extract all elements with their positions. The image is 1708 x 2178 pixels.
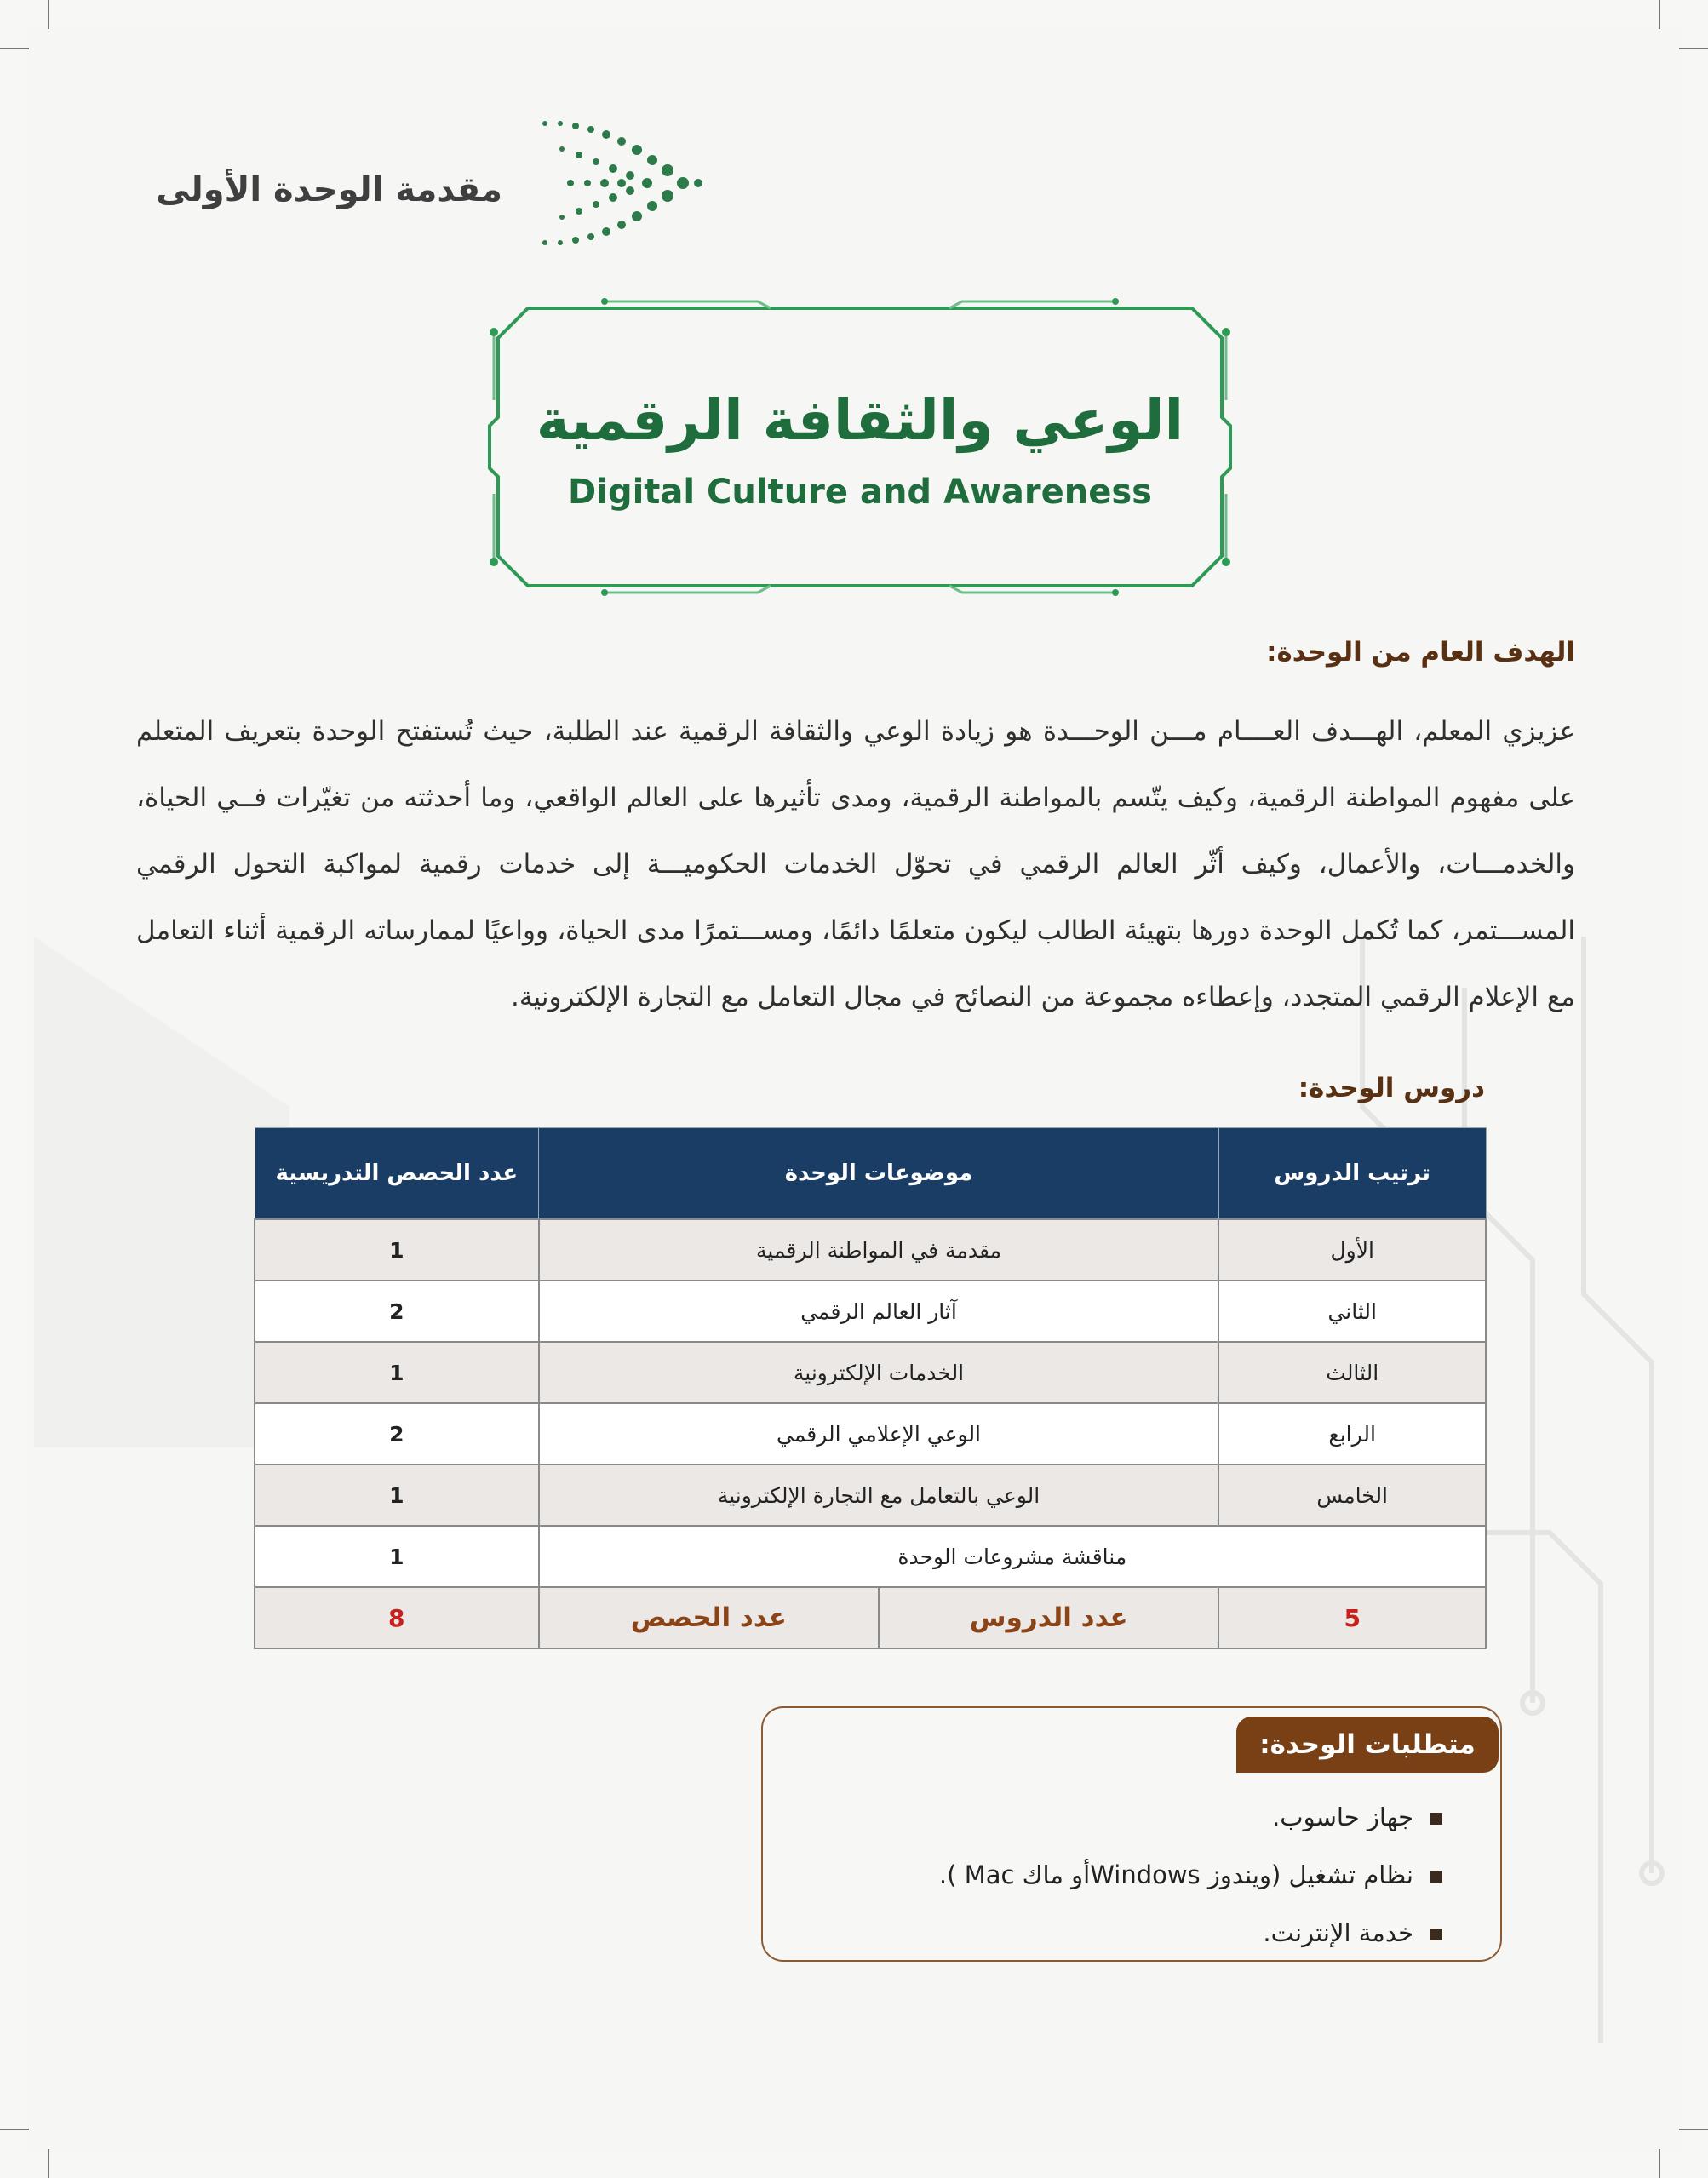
square-bullet-icon (1430, 1929, 1442, 1940)
lesson-topic: الوعي الإعلامي الرقمي (539, 1403, 1219, 1464)
crop-mark (1679, 2129, 1708, 2130)
lesson-order: الثالث (1218, 1342, 1486, 1403)
table-row (255, 1342, 1486, 1403)
lesson-sessions: 1 (255, 1219, 539, 1281)
requirement-text: خدمة الإنترنت. (1263, 1918, 1413, 1947)
lesson-order: الأول (1218, 1219, 1486, 1281)
lesson-topic: الخدمات الإلكترونية (539, 1342, 1219, 1403)
crop-mark (0, 48, 29, 49)
header-order: ترتيب الدروس (1218, 1128, 1486, 1220)
lesson-topic: آثار العالم الرقمي (539, 1281, 1219, 1342)
unit-intro-header: مقدمة الوحدة الأولى (156, 170, 502, 209)
lessons-table (254, 1127, 1487, 1649)
requirements-heading: متطلبات الوحدة: (1236, 1717, 1499, 1773)
list-item (939, 1904, 1442, 1962)
table-row (255, 1219, 1486, 1281)
header-sessions: عدد الحصص التدريسية (255, 1128, 539, 1220)
list-item (939, 1846, 1442, 1904)
lesson-topic: مقدمة في المواطنة الرقمية (539, 1219, 1219, 1281)
goal-paragraph: عزيزي المعلم، الهـــدف العــــام مـــن الوحـــدة هو زيادة الوعي والثقافة الرقمية عند الطلبة، حيث تُستفتح الوحدة بتعريف المتعلم على مفهوم المواطنة الرقمية، وكيف يتّسم بالمواطنة الرقمية، ومدى تأثيرها على العالم الواقعي، وما أحدثته من تغيّرات فــي الحياة، والخدمـــات، والأعمال، وكيف أثّر العالم الرقمي في تحوّل الخدمات الحكوميـــة إلى خدمات رقمية لمواكبة التحول الرقمي المســـتمر، كما تُكمل الوحدة دورها بتهيئة الطالب ليكون متعلمًا دائمًا، ومســـتمرًا مدى الحياة، وواعيًا لممارساته الرقمية أثناء التعامل مع الإعلام الرقمي المتجدد، وإعطاءه مجموعة من النصائح في مجال التعامل مع التجارة الإلكترونية. (136, 716, 1575, 1012)
total-sessions-label: عدد الحصص (539, 1587, 879, 1648)
square-bullet-icon (1430, 1871, 1442, 1883)
requirements-list (939, 1788, 1442, 1962)
lesson-topic: الوعي بالتعامل مع التجارة الإلكترونية (539, 1464, 1219, 1526)
requirement-text: جهاز حاسوب. (1272, 1803, 1413, 1831)
lesson-sessions: 2 (255, 1403, 539, 1464)
lesson-order: الخامس (1218, 1464, 1486, 1526)
table-row (255, 1403, 1486, 1464)
header-topics: موضوعات الوحدة (539, 1128, 1219, 1220)
projects-sessions: 1 (255, 1526, 539, 1587)
projects-topic: مناقشة مشروعات الوحدة (539, 1526, 1486, 1587)
list-item (939, 1788, 1442, 1846)
lesson-sessions: 1 (255, 1342, 539, 1403)
requirement-text: نظام تشغيل (ويندوز Windowsأو ماك Mac ). (938, 1860, 1413, 1889)
lesson-sessions: 2 (255, 1281, 539, 1342)
lesson-order: الثاني (1218, 1281, 1486, 1342)
crop-mark (1659, 0, 1660, 29)
crop-mark (0, 2129, 29, 2130)
page-subtitle: Digital Culture and Awareness (568, 473, 1152, 512)
crop-mark (1679, 48, 1708, 49)
table-row-totals (255, 1587, 1486, 1648)
page-title: الوعي والثقافة الرقمية (536, 387, 1184, 453)
lessons-heading: دروس الوحدة: (1298, 1073, 1485, 1103)
total-sessions-count: 8 (255, 1587, 539, 1648)
total-lessons-count: 5 (1218, 1587, 1486, 1648)
table-row (255, 1281, 1486, 1342)
crop-mark (1659, 2149, 1660, 2178)
crop-mark (48, 0, 49, 29)
goal-heading: الهدف العام من الوحدة: (1266, 637, 1575, 668)
arrow-dots-logo-icon (536, 111, 707, 255)
crop-mark (48, 2149, 49, 2178)
lesson-order: الرابع (1218, 1403, 1486, 1464)
total-lessons-label: عدد الدروس (879, 1587, 1218, 1648)
table-row-projects (255, 1526, 1486, 1587)
lesson-sessions: 1 (255, 1464, 539, 1526)
square-bullet-icon (1430, 1813, 1442, 1825)
table-row (255, 1464, 1486, 1526)
